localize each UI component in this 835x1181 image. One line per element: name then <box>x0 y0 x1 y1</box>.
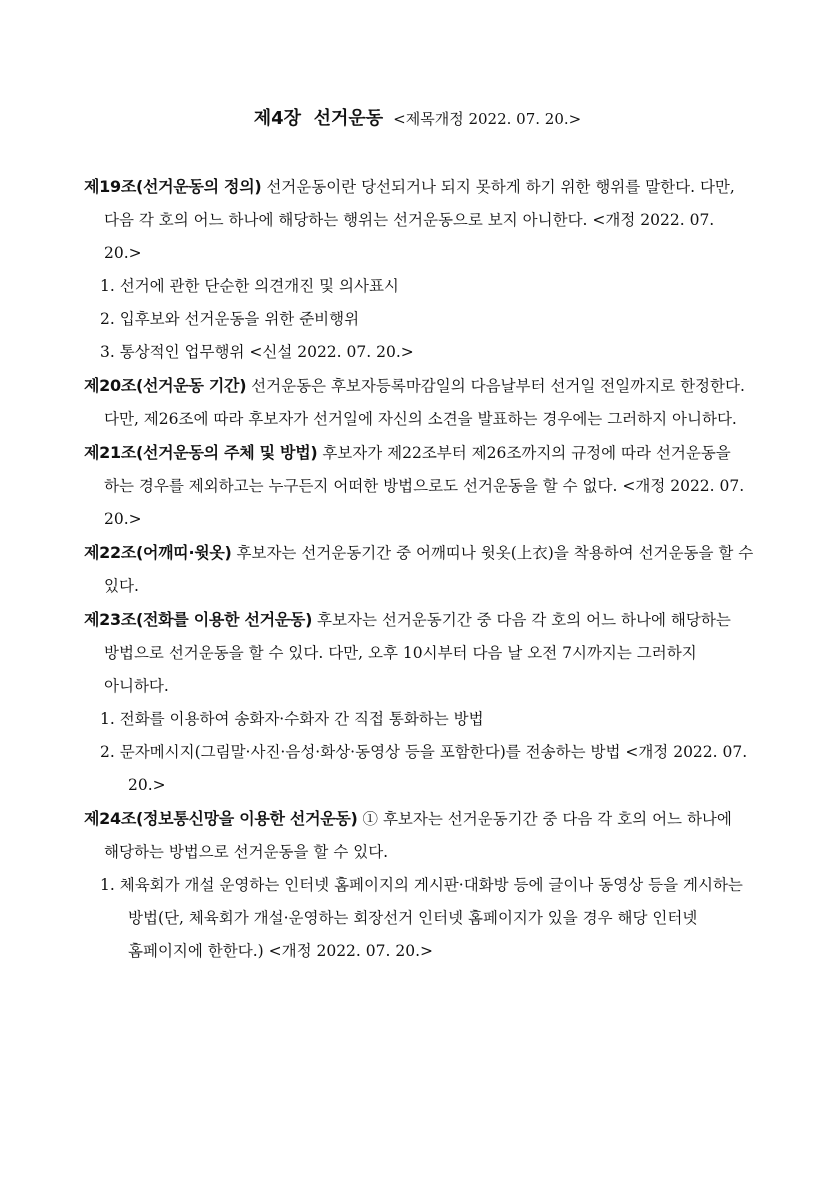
article-heading: 제22조(어깨띠·윗옷) <box>84 543 232 562</box>
list-item: 1. 전화를 이용하여 송화자·수화자 간 직접 통화하는 방법 <box>100 710 484 728</box>
article-heading: 제19조(선거운동의 정의) <box>84 177 262 196</box>
article-text: 후보자가 제22조부터 제26조까지의 규정에 따라 선거운동을 하는 경우를 제외하고는 누구든지 어떠한 방법으로도 선거운동을 할 수 없다. <개정 2022. 07. 20.> <box>104 444 745 528</box>
article-19 <box>84 170 756 270</box>
article-text: 선거운동은 후보자등록마감일의 다음날부터 선거일 전일까지로 한정한다. 다만, 제26조에 따라 후보자가 선거일에 자신의 소견을 발표하는 경우에는 그러하지 아니하다. <box>104 377 745 428</box>
article-heading: 제23조(전화를 이용한 선거운동) <box>84 610 313 629</box>
article-heading: 제21조(선거운동의 주체 및 방법) <box>84 443 318 462</box>
list-item: 3. 통상적인 업무행위 <신설 2022. 07. 20.> <box>100 343 414 361</box>
articles-body <box>84 170 756 968</box>
article-heading: 제24조(정보통신망을 이용한 선거운동) <box>84 809 358 828</box>
article-text: 후보자는 선거운동기간 중 어깨띠나 윗옷(上衣)을 착용하여 선거운동을 할 수 있다. <box>104 544 754 595</box>
list-item: 2. 입후보와 선거운동을 위한 준비행위 <box>100 310 360 328</box>
list-item: 1. 선거에 관한 단순한 의견개진 및 의사표시 <box>100 277 399 295</box>
article-23 <box>84 603 756 703</box>
article-text: 후보자는 선거운동기간 중 다음 각 호의 어느 하나에 해당하는 방법으로 선거운동을 할 수 있다. 다만, 오후 10시부터 다음 날 오전 7시까지는 그러하지 아니하다. <box>104 611 731 695</box>
chapter-title <box>0 104 835 130</box>
chapter-heading: 제4장 선거운동 <box>253 108 384 129</box>
article-20 <box>84 369 756 436</box>
article-22 <box>84 536 756 603</box>
list-item: 2. 문자메시지(그림말·사진·음성·화상·동영상 등을 포함한다)를 전송하는 방법 <개정 2022. 07. 20.> <box>100 743 748 794</box>
article-heading: 제20조(선거운동 기간) <box>84 376 247 395</box>
article-24 <box>84 802 756 869</box>
list-item: 1. 체육회가 개설 운영하는 인터넷 홈페이지의 게시판·대화방 등에 글이나 동영상 등을 게시하는 방법(단, 체육회가 개설·운영하는 회장선거 인터넷 홈페이지가 있을 경우 해당 인터넷 홈페이지에 한한다.) <개정 2022. 07. 20.> <box>100 876 743 960</box>
article-text: 선거운동이란 당선되거나 되지 못하게 하기 위한 행위를 말한다. 다만, 다음 각 호의 어느 하나에 해당하는 행위는 선거운동으로 보지 아니한다. <개정 2022. 07. 20.> <box>104 178 735 262</box>
article-text: ① 후보자는 선거운동기간 중 다음 각 호의 어느 하나에 해당하는 방법으로 선거운동을 할 수 있다. <box>104 810 732 861</box>
chapter-revision-note: <제목개정 2022. 07. 20.> <box>393 110 582 128</box>
article-21 <box>84 436 756 536</box>
